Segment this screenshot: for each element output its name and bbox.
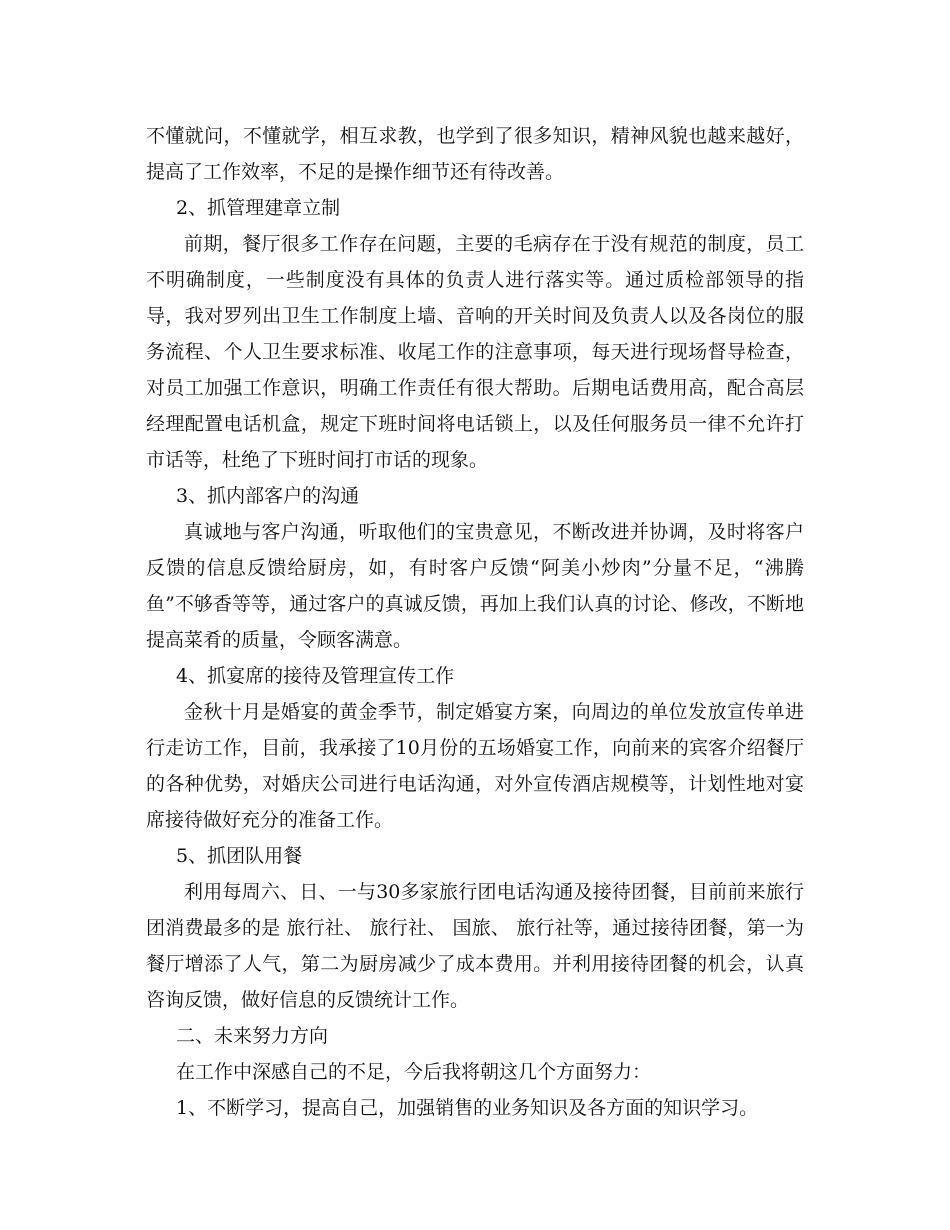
paragraph-continued: 不懂就问，不懂就学，相互求教，也学到了很多知识，精神风貌也越来越好，提高了工作效率，不足的是操作细节还有待改善。 [146, 125, 804, 183]
paragraph-future-intro: 在工作中深感自己的不足，今后我将朝这几个方面努力： [176, 1061, 652, 1083]
paragraph-banquet: 金秋十月是婚宴的黄金季节，制定婚宴方案，向周边的单位发放宣传单进行走访工作，目前，我承接了10月份的五场婚宴工作，向前来的宾客介绍餐厅的各种优势，对婚庆公司进行电话沟通，对外宣传酒店规模等，计划性地对宴席接待做好充分的准备工作。 [146, 701, 804, 831]
paragraph-communication: 真诚地与客户沟通，听取他们的宝贵意见，不断改进并协调，及时将客户反馈的信息反馈给厨房，如，有时客户反馈“阿美小炒肉”分量不足，“沸腾鱼”不够香等等，通过客户的真诚反馈，再加上我们认真的讨论、修改，不断地提高菜肴的质量，令顾客满意。 [146, 521, 804, 651]
section-heading-banquet: 4、抓宴席的接待及管理宣传工作 [176, 665, 455, 687]
section-heading-future: 二、未来努力方向 [176, 1025, 329, 1047]
section-heading-communication: 3、抓内部客户的沟通 [176, 485, 360, 507]
section-heading-management: 2、抓管理建章立制 [176, 197, 341, 219]
section-heading-group-dining: 5、抓团队用餐 [176, 845, 303, 867]
paragraph-group-dining: 利用每周六、日、一与30多家旅行团电话沟通及接待团餐，目前前来旅行团消费最多的是 旅行社、 旅行社、 国旅、 旅行社等，通过接待团餐，第一为餐厅增添了人气，第二为厨房减少了成本费用。并利用接待团餐的机会，认真咨询反馈，做好信息的反馈统计工作。 [146, 881, 804, 1011]
paragraph-future-item-1: 1、不断学习，提高自己，加强销售的业务知识及各方面的知识学习。 [176, 1097, 759, 1119]
paragraph-management: 前期，餐厅很多工作存在问题，主要的毛病存在于没有规范的制度，员工不明确制度，一些制度没有具体的负责人进行落实等。通过质检部领导的指导，我对罗列出卫生工作制度上墙、音响的开关时间及负责人以及各岗位的服务流程、个人卫生要求标准、收尾工作的注意事项，每天进行现场督导检查，对员工加强工作意识，明确工作责任有很大帮助。后期电话费用高，配合高层经理配置电话机盒，规定下班时间将电话锁上，以及任何服务员一律不允许打市话等，杜绝了下班时间打市话的现象。 [146, 233, 804, 471]
